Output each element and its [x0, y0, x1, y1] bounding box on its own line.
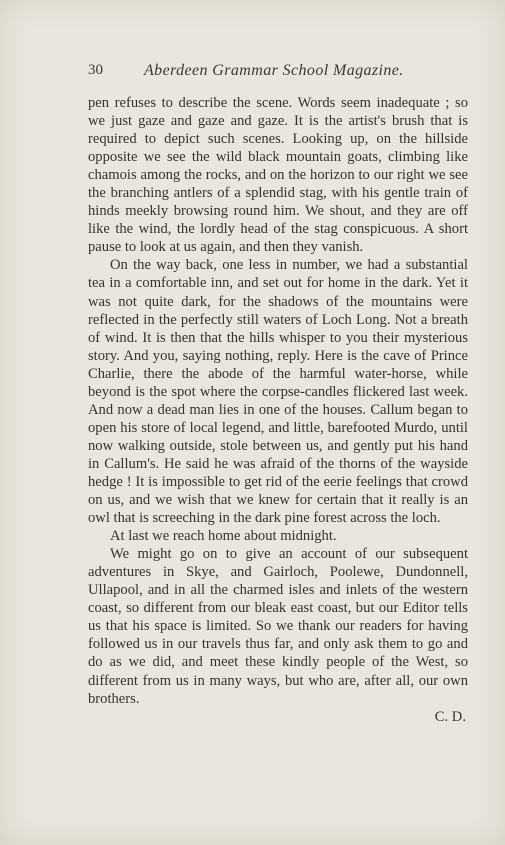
paragraph-2: On the way back, one less in number, we had a substantial tea in a comfortable inn, and set out for home in the dark. Yet it was not quite dark, for the shadows of the mountains were reflected in the perfectly still waters of Loch Long. Not a breath of wind. It is then that the hills whisper to you their mysterious story. And you, saying nothing, reply. Here is the cave of Prince Charlie, there the abode of the harmful water-horse, while beyond is the spot where the corpse-candles flickered last week. And now a dead man lies in one of the houses. Callum began to open his store of local legend, and little, barefooted Murdo, until now walking outside, stole between us, and gently put his hand in Callum's. He said he was afraid of the thorns of the wayside hedge ! It is impossible to get rid of the eerie feelings that crowd on us, and we wish that we knew for certain that it really is an owl that is screeching in the dark pine forest across the loch. [88, 257, 468, 527]
article-body [88, 94, 468, 726]
author-signature: C. D. [434, 708, 466, 725]
running-title: Aberdeen Grammar School Magazine. [144, 62, 404, 79]
paragraph-3: At last we reach home about midnight. [110, 528, 337, 545]
page-number: 30 [88, 62, 103, 78]
page-header [88, 62, 468, 82]
paragraph-1: pen refuses to describe the scene. Words seem inadequate ; so we just gaze and gaze and gaze. It is the artist's brush that is required to depict such scenes. Looking up, on the hillside opposite we see the wild black mountain goats, climbing like chamois among the rocks, and on the horizon to our right we see the branching antlers of a splendid stag, with his gentle train of hinds meekly browsing round him. We shout, and they are off like the wind, the lordly head of the stag conspicuous. A short pause to look at us again, and then they vanish. [88, 95, 468, 256]
paragraph-4: We might go on to give an account of our subsequent adventures in Skye, and Gairloch, Poolewe, Dundonnell, Ullapool, and in all the charmed isles and inlets of the western coast, so different from our bleak east coast, but our Editor tells us that his space is limited. So we thank our readers for having followed us in our travels thus far, and only ask them to go and do as we did, and meet these kindly people of the West, so different from us in many ways, but who are, after all, our own brothers. [88, 546, 468, 707]
